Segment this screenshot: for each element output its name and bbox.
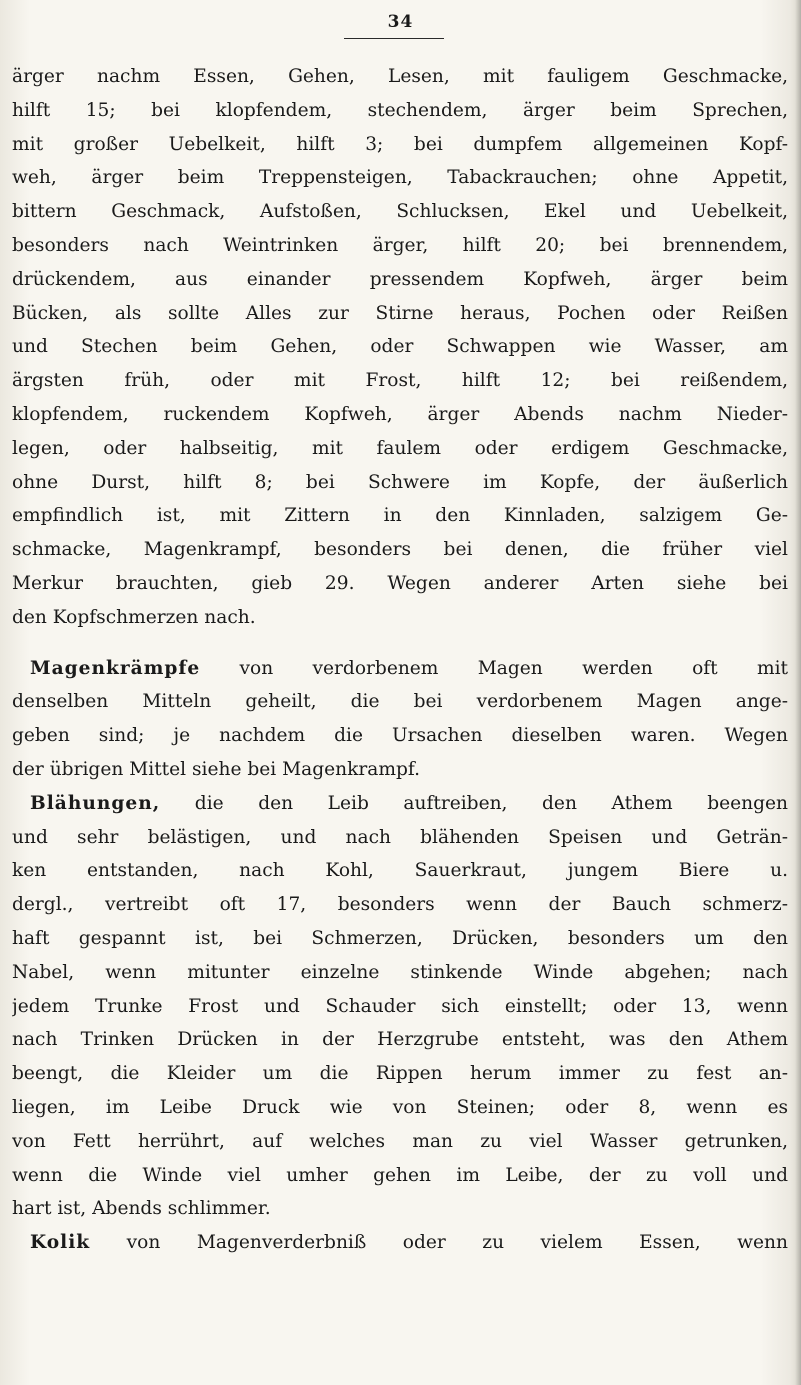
text-line: besonders nach Weintrinken ärger, hilft 20; bei brennendem, — [12, 234, 788, 256]
text-line: ken entstanden, nach Kohl, Sauerkraut, jungem Biere u. — [12, 860, 788, 882]
text-line: dergl., vertreibt oft 17, besonders wenn der Bauch schmerz- — [12, 894, 788, 916]
page-number: 34 — [387, 12, 414, 32]
text-run: von Magenverderbniß oder zu vielem Essen, wenn — [90, 1232, 788, 1254]
text-line: klopfendem, ruckendem Kopfweh, ärger Abends nachm Nieder- — [12, 403, 788, 425]
text-line: denselben Mitteln geheilt, die bei verdorbenem Magen ange- — [12, 691, 788, 713]
paragraph-magenkraempfe — [12, 652, 788, 787]
text-line: bittern Geschmack, Aufstoßen, Schlucksen, Ekel und Uebelkeit, — [12, 201, 788, 223]
text-line: Nabel, wenn mitunter einzelne stinkende Winde abgehen; nach — [12, 961, 788, 983]
header-rule — [344, 38, 444, 39]
text-line — [12, 787, 788, 821]
paragraph-headache-remedies — [12, 60, 788, 635]
text-run: die den Leib auftreiben, den Athem beengen — [160, 792, 788, 814]
text-line: der übrigen Mittel siehe bei Magenkrampf. — [12, 758, 421, 780]
paragraph-kolik — [12, 1226, 788, 1260]
text-line: Bücken, als sollte Alles zur Stirne heraus, Pochen oder Reißen — [12, 302, 788, 324]
text-line — [12, 1226, 788, 1260]
text-line: den Kopfschmerzen nach. — [12, 606, 256, 628]
text-line: haft gespannt ist, bei Schmerzen, Drücken, besonders um den — [12, 927, 788, 949]
text-line: legen, oder halbseitig, mit faulem oder erdigem Geschmacke, — [12, 437, 788, 459]
text-run: von verdorbenem Magen werden oft mit — [200, 657, 788, 679]
text-line: liegen, im Leibe Druck wie von Steinen; oder 8, wenn es — [12, 1096, 788, 1118]
text-line: hilft 15; bei klopfendem, stechendem, ärger beim Sprechen, — [12, 99, 788, 121]
text-line: geben sind; je nachdem die Ursachen dieselben waren. Wegen — [12, 725, 788, 747]
text-line: von Fett herrührt, auf welches man zu viel Wasser getrunken, — [12, 1130, 788, 1152]
text-line: jedem Trunke Frost und Schauder sich einstellt; oder 13, wenn — [12, 995, 788, 1017]
body-text — [12, 60, 788, 1260]
text-line: ärger nachm Essen, Gehen, Lesen, mit fauligem Geschmacke, — [12, 66, 788, 87]
entry-heading: Magenkrämpfe — [30, 657, 201, 679]
text-line: beengt, die Kleider um die Rippen herum immer zu fest an- — [12, 1063, 788, 1085]
text-line: schmacke, Magenkrampf, besonders bei denen, die früher viel — [12, 539, 788, 561]
text-line: empfindlich ist, mit Zittern in den Kinnladen, salzigem Ge- — [12, 505, 788, 527]
entry-heading: Kolik — [30, 1232, 91, 1254]
text-line: Merkur brauchten, gieb 29. Wegen anderer Arten siehe bei — [12, 572, 788, 594]
text-line: nach Trinken Drücken in der Herzgrube entsteht, was den Athem — [12, 1029, 788, 1051]
text-line: und Stechen beim Gehen, oder Schwappen wie Wasser, am — [12, 336, 788, 358]
text-line: ohne Durst, hilft 8; bei Schwere im Kopfe, der äußerlich — [12, 471, 788, 493]
text-line — [12, 652, 788, 686]
text-line: mit großer Uebelkeit, hilft 3; bei dumpfem allgemeinen Kopf- — [12, 133, 788, 155]
paragraph-gap — [12, 635, 788, 652]
paragraph-blaehungen — [12, 787, 788, 1226]
text-line: ärgsten früh, oder mit Frost, hilft 12; bei reißendem, — [12, 370, 788, 392]
text-line: und sehr belästigen, und nach blähenden Speisen und Geträn- — [12, 826, 788, 848]
page-edge-shadow — [795, 0, 801, 1385]
text-line: wenn die Winde viel umher gehen im Leibe, der zu voll und — [12, 1164, 788, 1186]
text-line: hart ist, Abends schlimmer. — [12, 1198, 271, 1220]
text-line: weh, ärger beim Treppensteigen, Tabackrauchen; ohne Appetit, — [12, 167, 788, 189]
entry-heading: Blähungen, — [30, 792, 161, 814]
text-line: drückendem, aus einander pressendem Kopfweh, ärger beim — [12, 268, 788, 290]
